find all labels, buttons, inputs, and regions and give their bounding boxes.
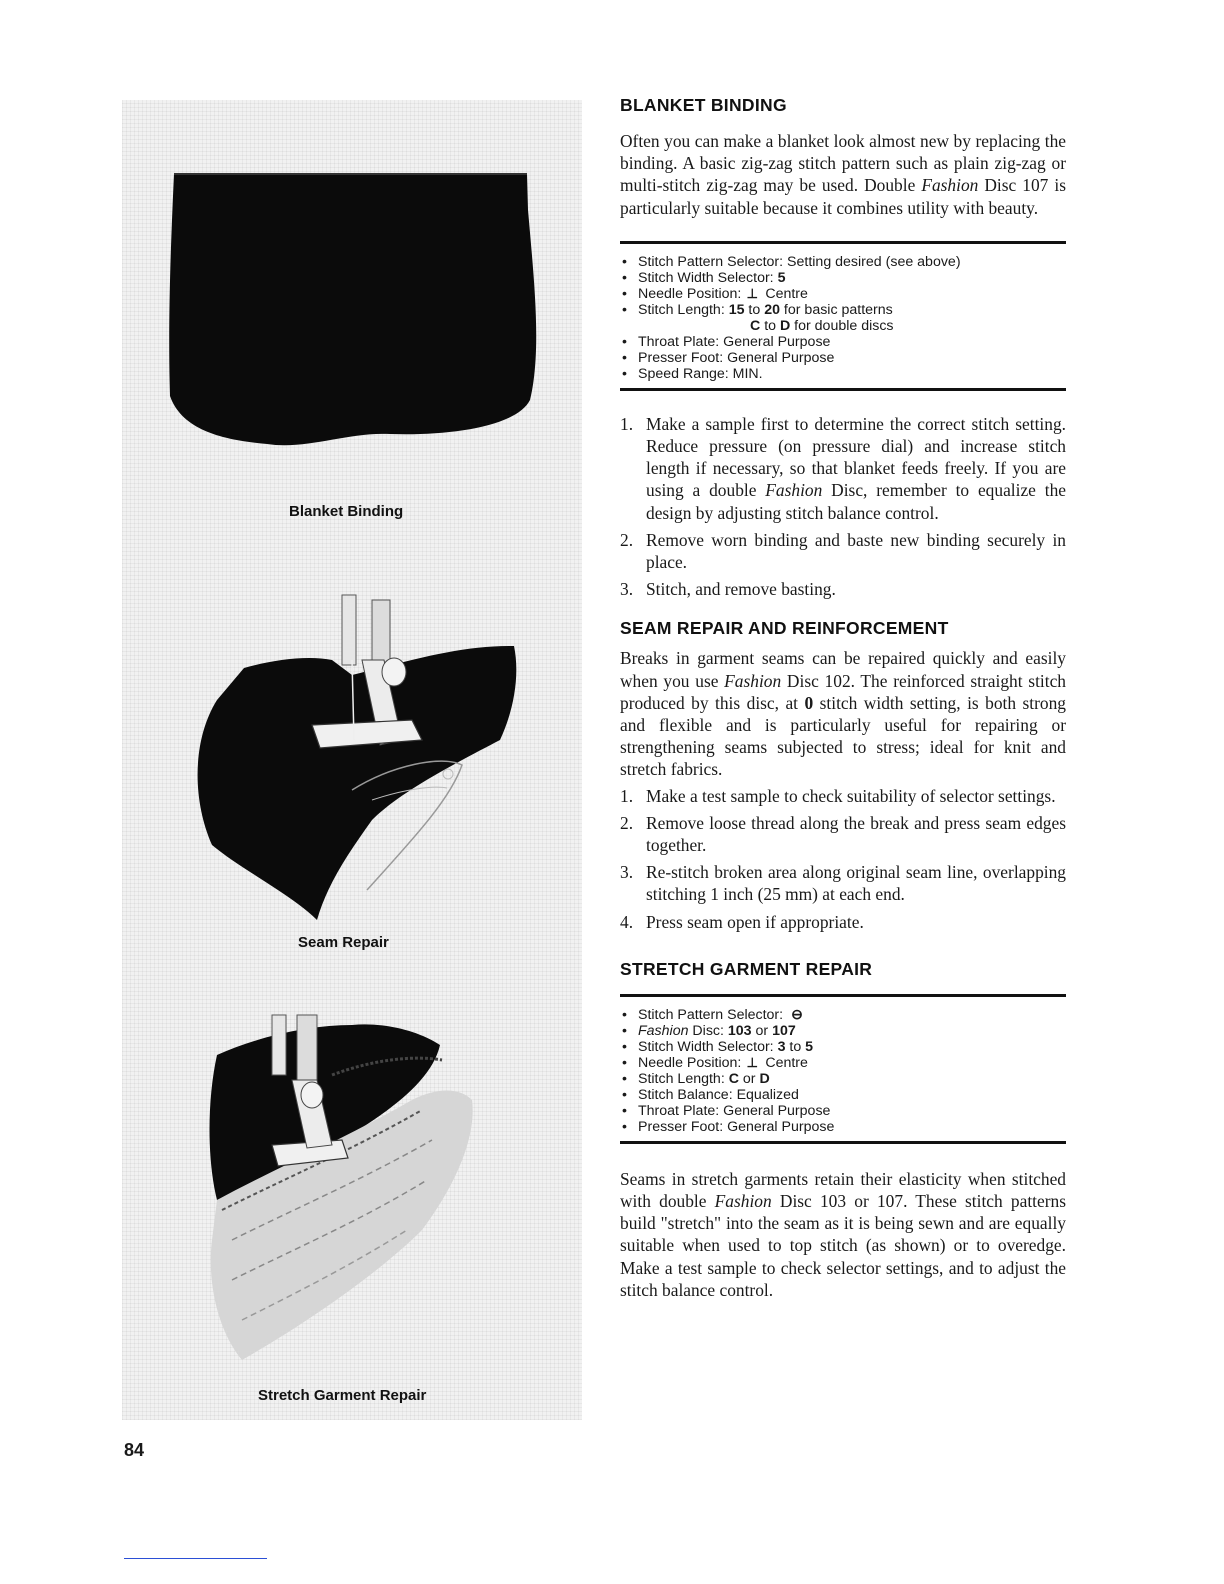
setting-stitch-width: • Stitch Width Selector: 3 to 5 — [620, 1039, 1066, 1055]
text-column — [620, 95, 1066, 1301]
blanket-binding-illustration — [169, 174, 536, 445]
seam-repair-intro: Breaks in garment seams can be repaired quickly and easily when you use Fashion Disc 102. The reinforced straight stitch produced by this disc, at 0 stitch width setting, is both strong and flexible and is particularly useful for repairing or strengthening seams subjected to stress; ideal for knit and stretch fabrics. — [620, 648, 1067, 780]
seam-repair-heading: SEAM REPAIR AND REINFORCEMENT — [620, 618, 949, 639]
blanket-steps — [620, 413, 1066, 601]
stretch-garment-heading: STRETCH GARMENT REPAIR — [620, 958, 873, 979]
figure-caption-blanket-binding: Blanket Binding — [289, 503, 404, 520]
setting-throat-plate: • Throat Plate: General Purpose — [620, 334, 1066, 350]
blanket-binding-heading: BLANKET BINDING — [620, 95, 787, 115]
needle-centre-icon: ⊥ — [746, 1054, 758, 1070]
list-item: 2. Remove worn binding and baste new binding securely in place. — [620, 529, 1066, 573]
setting-needle-position: • Needle Position: ⊥ Centre — [620, 1055, 1066, 1071]
setting-stitch-length-double: C to D for double discs — [750, 317, 894, 334]
list-item: 1. Make a test sample to check suitability of selector settings. — [620, 785, 1056, 806]
setting-presser-foot: • Presser Foot: General Purpose — [620, 350, 1066, 366]
blanket-settings-box — [620, 241, 1066, 391]
blanket-binding-intro: Often you can make a blanket look almost new by replacing the binding. A basic zig-zag stitch pattern such as plain zig-zag or multi-stitch zig-zag may be used. Double Fashion Disc 107 is particularly suitable because it combines utility with beauty. — [620, 131, 1067, 218]
page-number: 84 — [124, 1440, 145, 1460]
setting-stitch-pattern: • Stitch Pattern Selector: ⊖ — [620, 1007, 1066, 1023]
stretch-garment-illustration — [210, 1015, 473, 1360]
list-item: 3. Re-stitch broken area along original seam line, overlapping stitching 1 inch (25 mm) at each end. — [620, 862, 1066, 905]
setting-fashion-disc: • Fashion Disc: 103 or 107 — [620, 1023, 1066, 1039]
list-item: 3. Stitch, and remove basting. — [620, 579, 836, 600]
setting-stitch-balance: • Stitch Balance: Equalized — [620, 1087, 1066, 1103]
setting-stitch-width: • Stitch Width Selector: 5 — [620, 270, 1066, 286]
setting-speed-range: • Speed Range: MIN. — [620, 366, 1066, 382]
illustrations — [122, 100, 582, 1420]
setting-presser-foot: • Presser Foot: General Purpose — [620, 1119, 1066, 1135]
setting-throat-plate: • Throat Plate: General Purpose — [620, 1103, 1066, 1119]
footer-rule — [124, 1558, 267, 1559]
list-item: 4. Press seam open if appropriate. — [620, 911, 864, 932]
illustration-column — [122, 100, 582, 1420]
seam-repair-illustration — [198, 595, 517, 920]
stretch-pattern-icon: ⊖ — [791, 1006, 803, 1023]
figure-caption-seam-repair: Seam Repair — [298, 934, 389, 951]
stretch-garment-paragraph: Seams in stretch garments retain their elasticity when stitched with double Fashion Disc 103 or 107. These stitch patterns build "stretch" into the seam as it is being sewn and are equally suitable when used to top stitch (as shown) or to overedge. Make a test sample to check selector settings, and to adjust the stitch balance control. — [620, 1168, 1066, 1300]
seam-repair-steps — [620, 785, 1066, 933]
list-item: 1. Make a sample first to determine the correct stitch setting. Reduce pressure (on pressure dial) and increase stitch length if necessary, so that blanket feeds freely. If you are using a double Fashion Disc, remember to equalize the design by adjusting stitch balance control. — [620, 413, 1066, 523]
setting-stitch-pattern: • Stitch Pattern Selector: Setting desired (see above) — [620, 254, 1066, 270]
stretch-settings-box — [620, 994, 1066, 1144]
setting-stitch-length: • Stitch Length: 15 to 20 for basic patterns — [620, 302, 1066, 318]
setting-needle-position: • Needle Position: ⊥ Centre — [620, 286, 1066, 302]
list-item: 2. Remove loose thread along the break and press seam edges together. — [620, 812, 1066, 856]
figure-caption-stretch-garment-repair: Stretch Garment Repair — [258, 1387, 427, 1404]
needle-centre-icon: ⊥ — [746, 285, 758, 301]
setting-stitch-length: • Stitch Length: C or D — [620, 1071, 1066, 1087]
